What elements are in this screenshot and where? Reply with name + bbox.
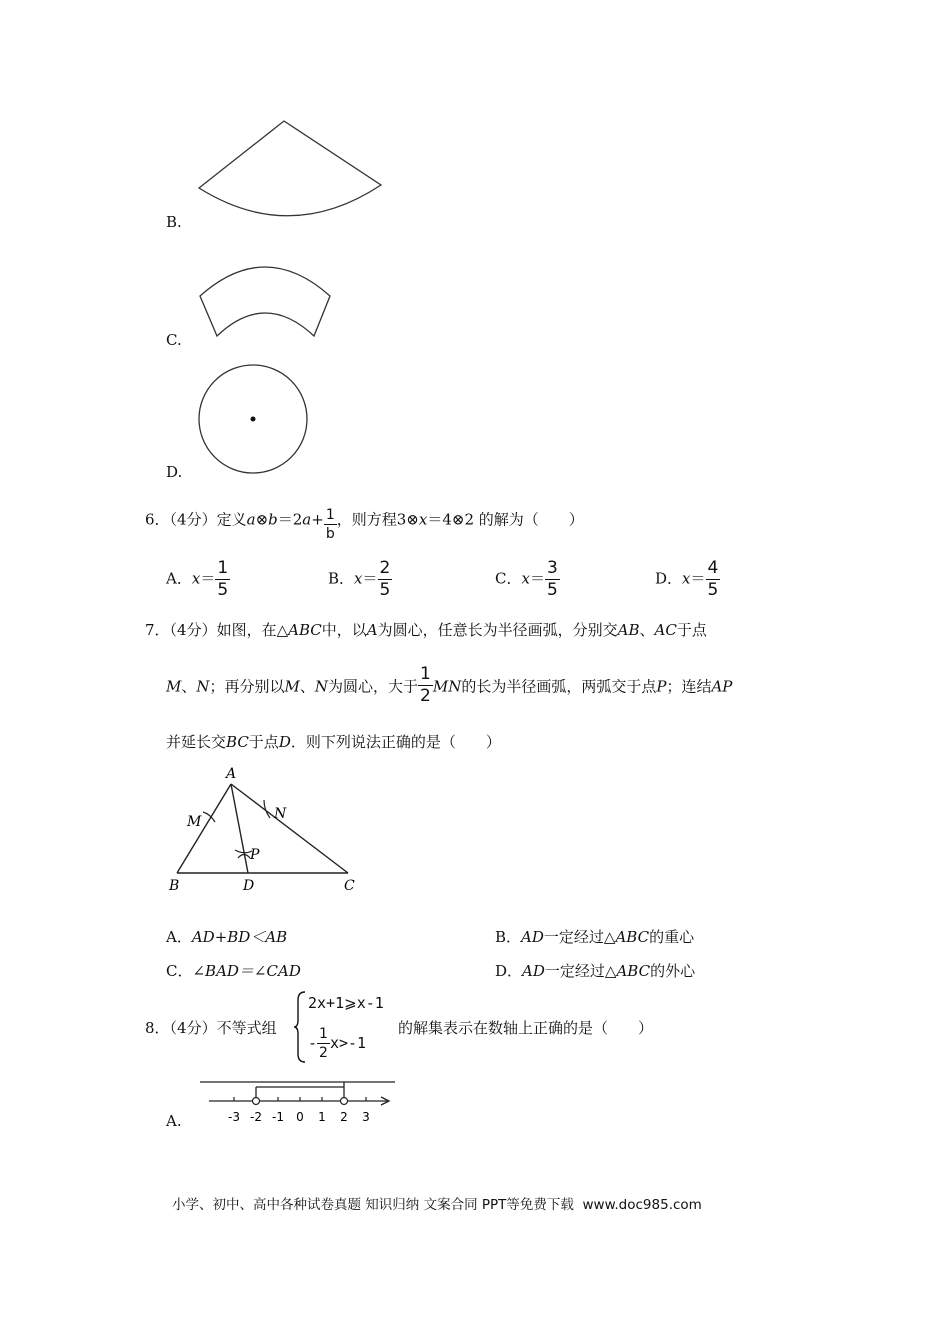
inequality-2 bbox=[308, 1027, 366, 1060]
q7-option-d-end: 的外心 bbox=[650, 962, 696, 980]
q8-option-a-label[interactable]: A. bbox=[166, 1112, 182, 1130]
footer-text: 小学、初中、高中各种试卷真题 知识归纳 文案合同 PPT等免费下载 bbox=[172, 1197, 574, 1213]
q7-line1-A: A bbox=[366, 621, 378, 639]
tick-label: -1 bbox=[272, 1110, 284, 1124]
q6-option-d-eq: ＝ bbox=[690, 569, 706, 588]
triangle-figure bbox=[160, 760, 370, 900]
q6-rest-text2: ＝4⊗2 的解为（ ） bbox=[427, 510, 584, 529]
q6-option-b-eq: ＝ bbox=[362, 569, 378, 588]
q6-rest-text: ，则方程3⊗ bbox=[336, 510, 419, 529]
q6-option-c-fraction bbox=[545, 560, 560, 599]
q7-option-d-text: 一定经过△ bbox=[544, 962, 617, 980]
q7-line2-a: ；再分别以 bbox=[209, 677, 285, 696]
q6-option-c-label: C． bbox=[495, 569, 522, 588]
fig-label-a: A bbox=[226, 766, 237, 782]
q7-option-c[interactable] bbox=[166, 960, 301, 981]
q6-score: （4分） bbox=[169, 510, 217, 529]
question-8-suffix: 的解集表示在数轴上正确的是（ ） bbox=[398, 1019, 654, 1037]
q6-var-b: b bbox=[268, 510, 278, 529]
option-d-label[interactable]: D. bbox=[166, 463, 183, 481]
q7-line2-N: N bbox=[196, 677, 210, 696]
q7-option-b[interactable] bbox=[495, 926, 694, 947]
q6-var-a: a bbox=[246, 510, 256, 529]
q6-option-a[interactable] bbox=[166, 560, 230, 599]
q8-text1: 不等式组 bbox=[216, 1019, 277, 1037]
q7-line2-sep2: 、 bbox=[299, 677, 315, 696]
q7-option-b-abc: ABC bbox=[615, 928, 650, 946]
fig-label-d: D bbox=[243, 878, 255, 894]
q7-score: （4分） bbox=[169, 621, 217, 639]
q6-option-b-label: B． bbox=[328, 569, 355, 588]
q7-option-d-label: D． bbox=[495, 962, 523, 980]
q7-line2-MN: MN bbox=[432, 677, 462, 696]
q7-option-b-label: B． bbox=[495, 928, 522, 946]
q6-option-a-label: A． bbox=[166, 569, 192, 588]
q6-option-a-num: 1 bbox=[217, 558, 229, 578]
q6-option-a-fraction bbox=[215, 560, 230, 599]
fig-label-c: C bbox=[344, 878, 355, 894]
q7-line1-a: 如图，在△ bbox=[216, 621, 289, 639]
q6-option-d-var: x bbox=[682, 569, 691, 588]
q6-option-a-var: x bbox=[191, 569, 201, 588]
q7-line3-c: ．则下列说法正确的是（ ） bbox=[290, 733, 501, 751]
q7-option-d-abc: ABC bbox=[616, 962, 651, 980]
ineq2-rest: x>-1 bbox=[329, 1034, 367, 1052]
q6-frac-num: 1 bbox=[325, 507, 335, 523]
q7-option-a-text: AD+BD＜AB bbox=[191, 928, 288, 946]
q6-option-d-num: 4 bbox=[707, 558, 719, 578]
q6-option-d-label: D． bbox=[655, 569, 683, 588]
tick-label: -3 bbox=[228, 1110, 240, 1124]
q6-option-a-den: 5 bbox=[217, 580, 229, 600]
q7-number: 7． bbox=[145, 621, 170, 639]
question-6-stem bbox=[145, 504, 584, 542]
q6-plus: + bbox=[311, 510, 324, 529]
q7-line3-BC: BC bbox=[226, 733, 249, 751]
footer-url[interactable]: www.doc985.com bbox=[582, 1197, 702, 1213]
q6-option-b[interactable] bbox=[328, 560, 392, 599]
q7-option-c-text: ∠BAD＝∠CAD bbox=[192, 962, 301, 980]
q7-line3-D: D bbox=[278, 733, 291, 751]
q6-var-x: x bbox=[418, 510, 428, 529]
q7-line3-a: 并延长交 bbox=[166, 733, 227, 751]
q6-option-d-den: 5 bbox=[707, 580, 719, 600]
q6-def-eq: ＝2 bbox=[277, 510, 303, 529]
q7-line1-b: 中，以 bbox=[321, 621, 367, 639]
ineq2-sign: - bbox=[308, 1034, 318, 1052]
ineq2-num: 1 bbox=[319, 1026, 328, 1042]
q7-line2-M: M bbox=[166, 677, 182, 696]
annular-sector-figure bbox=[195, 250, 340, 345]
q7-line2-M2: M bbox=[284, 677, 300, 696]
q7-line3-b: 于点 bbox=[248, 733, 279, 751]
q6-option-b-num: 2 bbox=[379, 558, 391, 578]
q7-line1-AB: AB bbox=[617, 621, 640, 639]
q6-def-text: 定义 bbox=[216, 510, 247, 529]
ineq2-fraction bbox=[317, 1027, 330, 1060]
q7-half-num: 1 bbox=[420, 664, 431, 684]
q6-option-c-den: 5 bbox=[546, 580, 558, 600]
q7-line2-c: 的长为半径画弧，两弧交于点 bbox=[461, 677, 657, 696]
inequality-1: 2x+1⩾x-1 bbox=[308, 994, 384, 1012]
q6-var-a2: a bbox=[302, 510, 312, 529]
q7-line2-P: P bbox=[656, 677, 667, 696]
q7-option-c-label: C． bbox=[166, 962, 193, 980]
q7-line1-d: 于点 bbox=[676, 621, 707, 639]
q6-option-c[interactable] bbox=[495, 560, 560, 599]
q7-line1-abc: ABC bbox=[288, 621, 322, 639]
circle-figure bbox=[195, 362, 315, 477]
question-8-prefix bbox=[145, 1017, 277, 1038]
q7-line2-sep: 、 bbox=[181, 677, 197, 696]
q6-frac-den: b bbox=[325, 526, 335, 542]
q6-number: 6． bbox=[145, 510, 170, 529]
q6-option-a-eq: ＝ bbox=[200, 569, 216, 588]
q6-option-b-var: x bbox=[354, 569, 363, 588]
q7-option-d-ad: AD bbox=[522, 962, 545, 980]
fig-label-p: P bbox=[250, 847, 260, 863]
q7-option-d[interactable] bbox=[495, 960, 695, 981]
tick-label: 1 bbox=[318, 1110, 326, 1124]
fig-label-n: N bbox=[274, 806, 287, 822]
question-7-line-3 bbox=[166, 731, 501, 752]
q7-line2-AP: AP bbox=[711, 677, 733, 696]
system-brace bbox=[293, 990, 307, 1064]
q7-line2-d: ；连结 bbox=[666, 677, 712, 696]
q8-number: 8． bbox=[145, 1019, 170, 1037]
q7-line1-c: 为圆心，任意长为半径画弧，分别交 bbox=[377, 621, 618, 639]
q6-option-d[interactable] bbox=[655, 560, 720, 599]
fig-label-b: B bbox=[169, 878, 180, 894]
q6-option-b-den: 5 bbox=[379, 580, 391, 600]
q7-half-fraction bbox=[418, 666, 433, 705]
option-c-label[interactable]: C. bbox=[166, 331, 182, 349]
tick-label: 3 bbox=[362, 1110, 370, 1124]
q7-half-den: 2 bbox=[420, 686, 431, 706]
q6-option-c-var: x bbox=[521, 569, 530, 588]
q7-option-a[interactable] bbox=[166, 926, 287, 947]
option-b-label[interactable]: B. bbox=[166, 213, 182, 231]
q6-otimes: ⊗ bbox=[255, 510, 269, 529]
q7-line2-N2: N bbox=[314, 677, 329, 696]
page-footer bbox=[172, 1193, 702, 1213]
q6-option-d-fraction bbox=[706, 560, 721, 599]
ineq2-den: 2 bbox=[319, 1045, 328, 1061]
q7-line1-sep: 、 bbox=[639, 621, 655, 639]
question-7-line-2 bbox=[166, 664, 733, 707]
sector-figure bbox=[195, 115, 390, 230]
q6-option-c-num: 3 bbox=[546, 558, 558, 578]
q6-option-b-fraction bbox=[378, 560, 393, 599]
q7-option-b-text: 一定经过△ bbox=[543, 928, 616, 946]
q7-line1-AC: AC bbox=[654, 621, 677, 639]
question-7-line-1 bbox=[145, 619, 707, 640]
q7-option-b-end: 的重心 bbox=[649, 928, 695, 946]
q7-option-a-label: A． bbox=[166, 928, 192, 946]
fig-label-m: M bbox=[187, 814, 202, 830]
q8-score: （4分） bbox=[169, 1019, 217, 1037]
q7-option-b-ad: AD bbox=[521, 928, 544, 946]
q7-line2-b: 为圆心，大于 bbox=[328, 677, 419, 696]
tick-label: 2 bbox=[340, 1110, 348, 1124]
q6-fraction bbox=[324, 508, 337, 541]
tick-label: 0 bbox=[296, 1110, 304, 1124]
number-line bbox=[195, 1075, 405, 1130]
tick-label: -2 bbox=[250, 1110, 262, 1124]
q6-option-c-eq: ＝ bbox=[529, 569, 545, 588]
